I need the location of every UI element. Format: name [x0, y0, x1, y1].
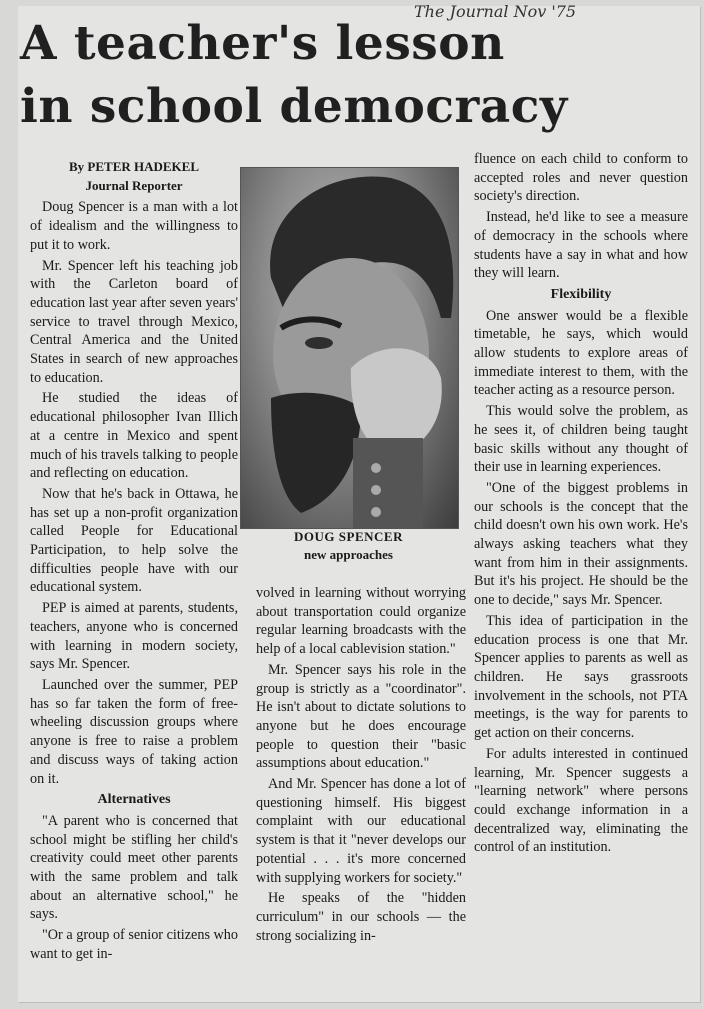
button-dot [371, 507, 381, 517]
subheading: Alternatives [97, 792, 171, 808]
article-column-1 [30, 158, 238, 966]
handwritten-annotation: The Journal Nov '75 [414, 2, 577, 21]
paragraph: Now that he's back in Ottawa, he has set up a non-profit organization called People for Educational Participation, to help solve the difficulties people have with our educational system. [30, 485, 238, 596]
paragraph: "Or a group of senior citizens who want to get in- [30, 927, 238, 962]
paragraph: PEP is aimed at parents, students, teachers, anyone who is concerned with learning in modern society, says Mr. Spencer. [30, 600, 238, 673]
paragraph: Launched over the summer, PEP has so far taken the form of free-wheeling discussion groups where anyone is free to raise a problem and discuss ways of taking action on it. [30, 676, 238, 787]
caption-name: DOUG SPENCER [294, 529, 403, 544]
beard-shape [271, 393, 361, 513]
paragraph: This would solve the problem, as he sees it, of children being taught basic skills without any thought of their use in learning experiences. [474, 403, 688, 476]
paragraph: "A parent who is concerned that school might be stifling her child's creativity could meet other parents with the same problem and talk about an alternative school," he says. [30, 812, 238, 923]
headline-line-1: A teacher's lesson [20, 16, 505, 71]
article-column-2 [256, 584, 466, 947]
headline-line-2: in school democracy [20, 79, 568, 134]
col2-body [256, 584, 466, 945]
caption-subtitle: new approaches [304, 547, 393, 562]
article-column-3 [474, 150, 688, 859]
paragraph: Mr. Spencer left his teaching job with the Carleton board of education last year after seven years' service to travel through Mexico, Central America and the United States in search of new approaches to education. [30, 257, 238, 386]
col3-body [474, 150, 688, 857]
byline-name: By PETER HADEKEL [68, 159, 200, 174]
paragraph: Instead, he'd like to see a measure of democracy in the schools where students have a say in what and how they will learn. [474, 209, 688, 282]
sleeve-shape [353, 438, 423, 528]
headline [20, 12, 660, 138]
subheading: Flexibility [550, 286, 612, 302]
portrait-image [241, 168, 458, 528]
paragraph: One answer would be a flexible timetable, he says, which would allow students to explore areas of immediate interest to them, with the teacher acting as a resource person. [474, 307, 688, 399]
byline-role: Journal Reporter [85, 177, 183, 193]
paragraph: Mr. Spencer says his role in the group is strictly as a "coordinator". He isn't about to dictate solutions to anyone but he does encourage people to question their "basic assumptions about education." [256, 661, 466, 772]
paragraph: For adults interested in continued learning, Mr. Spencer suggests a "learning network" where persons could exchange information in a decentralized way, eliminating the control of an institution. [474, 745, 688, 856]
photo-caption [240, 528, 457, 564]
paragraph: fluence on each child to conform to accepted roles and never question society's direction. [474, 151, 688, 205]
paragraph: volved in learning without worrying about transportation could organize regular learning broadcasts with the help of a local cablevision station." [256, 585, 466, 658]
paragraph: Doug Spencer is a man with a lot of idealism and the willingness to put it to work. [30, 199, 238, 253]
paragraph: He studied the ideas of educational philosopher Ivan Illich at a centre in Mexico and spent much of his travels talking to people and reflecting on education. [30, 390, 238, 482]
paragraph: He speaks of the "hidden curriculum" in our schools — the strong socializing in- [256, 890, 466, 944]
eye-shape [305, 337, 333, 349]
button-dot [371, 463, 381, 473]
button-dot [371, 485, 381, 495]
portrait-photo [240, 167, 459, 529]
paragraph: "One of the biggest problems in our schools is the concept that the child doesn't own his own work. He's always asking teachers what they want from him in their assignments. But it's his project. He should be the one to decide," says Mr. Spencer. [474, 479, 688, 609]
paragraph: This idea of participation in the education process is one that Mr. Spencer applies to parents as well as children. He says grassroots involvement in the schools, not PTA meetings, is the way for parents to get action on their concerns. [474, 612, 688, 742]
byline [30, 158, 238, 195]
col1-body [30, 198, 238, 963]
paragraph: And Mr. Spencer has done a lot of questioning himself. His biggest complaint with our educational system is that it "never develops our potential . . . it's more concerned with supplying workers for society." [256, 776, 466, 886]
